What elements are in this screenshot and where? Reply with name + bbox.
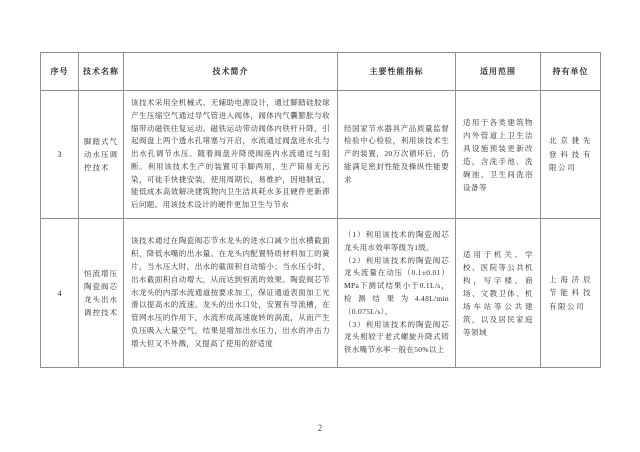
col-header-no: 序号 <box>41 53 79 91</box>
cell-technology-name <box>79 91 124 219</box>
cell-performance-indicators <box>338 219 456 368</box>
indicator-paragraph: （3）利用该技术的陶瓷阀芯龙头相较于老式螺旋升降式铸铁水嘴节水率一般在50%以上 <box>344 319 449 355</box>
holding-unit-text: 上海济辰节能科技有限公司 <box>549 274 592 311</box>
cell-holding-unit <box>541 91 601 219</box>
technology-name-text: 脚踏式气动水压调控技术 <box>84 137 118 172</box>
table-row <box>41 219 601 368</box>
cell-technology-intro <box>124 91 338 219</box>
technology-table <box>40 52 601 368</box>
application-scope-text: 适用于各类建筑物内外管道上卫生洁具设施预装更新改造，含洗手池、洗碗池、卫生间洗浴设备等 <box>463 117 533 192</box>
col-header-indicators: 主要性能指标 <box>338 53 456 91</box>
cell-application-scope <box>456 219 541 368</box>
table-row <box>41 91 601 219</box>
application-scope-text: 适用于机关、学校、医院等公共机构，写字楼、商场、文教卫体、机场车站等公共建筑，以及居民家庭等领域 <box>463 249 533 337</box>
indicator-paragraph: （1）利用该技术的陶瓷阀芯龙头用水效率等级为1级。 <box>344 230 449 252</box>
page-number: 2 <box>317 423 323 433</box>
technology-intro-text: 该技术通过在陶瓷阀芯节水龙头的进水口减少出水横截面积，降低水嘴的出水量。在龙头内配置特质材料加工的簧片，当水压大时，出水的截面积自动缩小；当水压小时，出水截面积自动增大，从而达到恒流的效果。陶瓷阀芯节水龙头的内部水流通道按要求加工，保证通道表面加工光滑以提高水的流速。龙头的出水口处，安置有导流槽，在管网水压的作用下，水流形成高速旋转的涡流，从而产生负压吸入大量空气，结果是增加出水压力，出水的冲击力增大但又不外溅，又提高了使用的舒适度 <box>131 236 330 348</box>
technology-intro-text: 该技术采用全机械式、无辅助电源设计，通过脚踏硅胶球产生压缩空气通过导气管进入阀体，阀体内气囊膨胀与收缩带动磁铁往复运动。磁铁运动带动阀体内铁杆升降，引起阀盘上两个透水孔堵塞与开启，水流通过阀盘进水孔与出水孔调节水压。随着阀盘升降使阀座内水流通过与阻断。利用该技术生产的装置可手脚两用，生产简易无污染，可徒手快捷安装，使用周期长，易维护，因地制宜，能低成本高效解决建筑物内卫生洁具耗水多且硬件更新滞后问题。用该技术设计的硬件更加卫生与节水 <box>131 97 330 210</box>
cell-application-scope <box>456 91 541 219</box>
col-header-intro: 技术简介 <box>124 53 338 91</box>
cell-serial-number: 3 <box>41 91 79 219</box>
header-row <box>41 53 601 91</box>
col-header-scope: 适用范围 <box>456 53 541 91</box>
indicator-paragraph: （2）利用该技术的陶瓷阀芯龙头流量在动压（0.1±0.01）MPa下测试结果小于0.1L/s，检测结果为4.48L/min（0.075L/s）。 <box>344 255 449 316</box>
technology-name-text: 恒流增压陶瓷阀芯龙头出水调控技术 <box>84 269 118 317</box>
cell-performance-indicators <box>338 91 456 219</box>
col-header-name: 技术名称 <box>79 53 124 91</box>
cell-serial-number: 4 <box>41 219 79 368</box>
cell-technology-intro <box>124 219 338 368</box>
holding-unit-text: 北京捷先登科技有限公司 <box>549 136 592 173</box>
cell-technology-name <box>79 219 124 368</box>
col-header-unit: 持有单位 <box>541 53 601 91</box>
cell-holding-unit <box>541 219 601 368</box>
indicator-paragraph: 经国家节水器具产品质量监督检验中心检验，利用该技术生产的装置，20万次循环后，仍能满足密封性能及操纵性能要求 <box>344 123 449 184</box>
